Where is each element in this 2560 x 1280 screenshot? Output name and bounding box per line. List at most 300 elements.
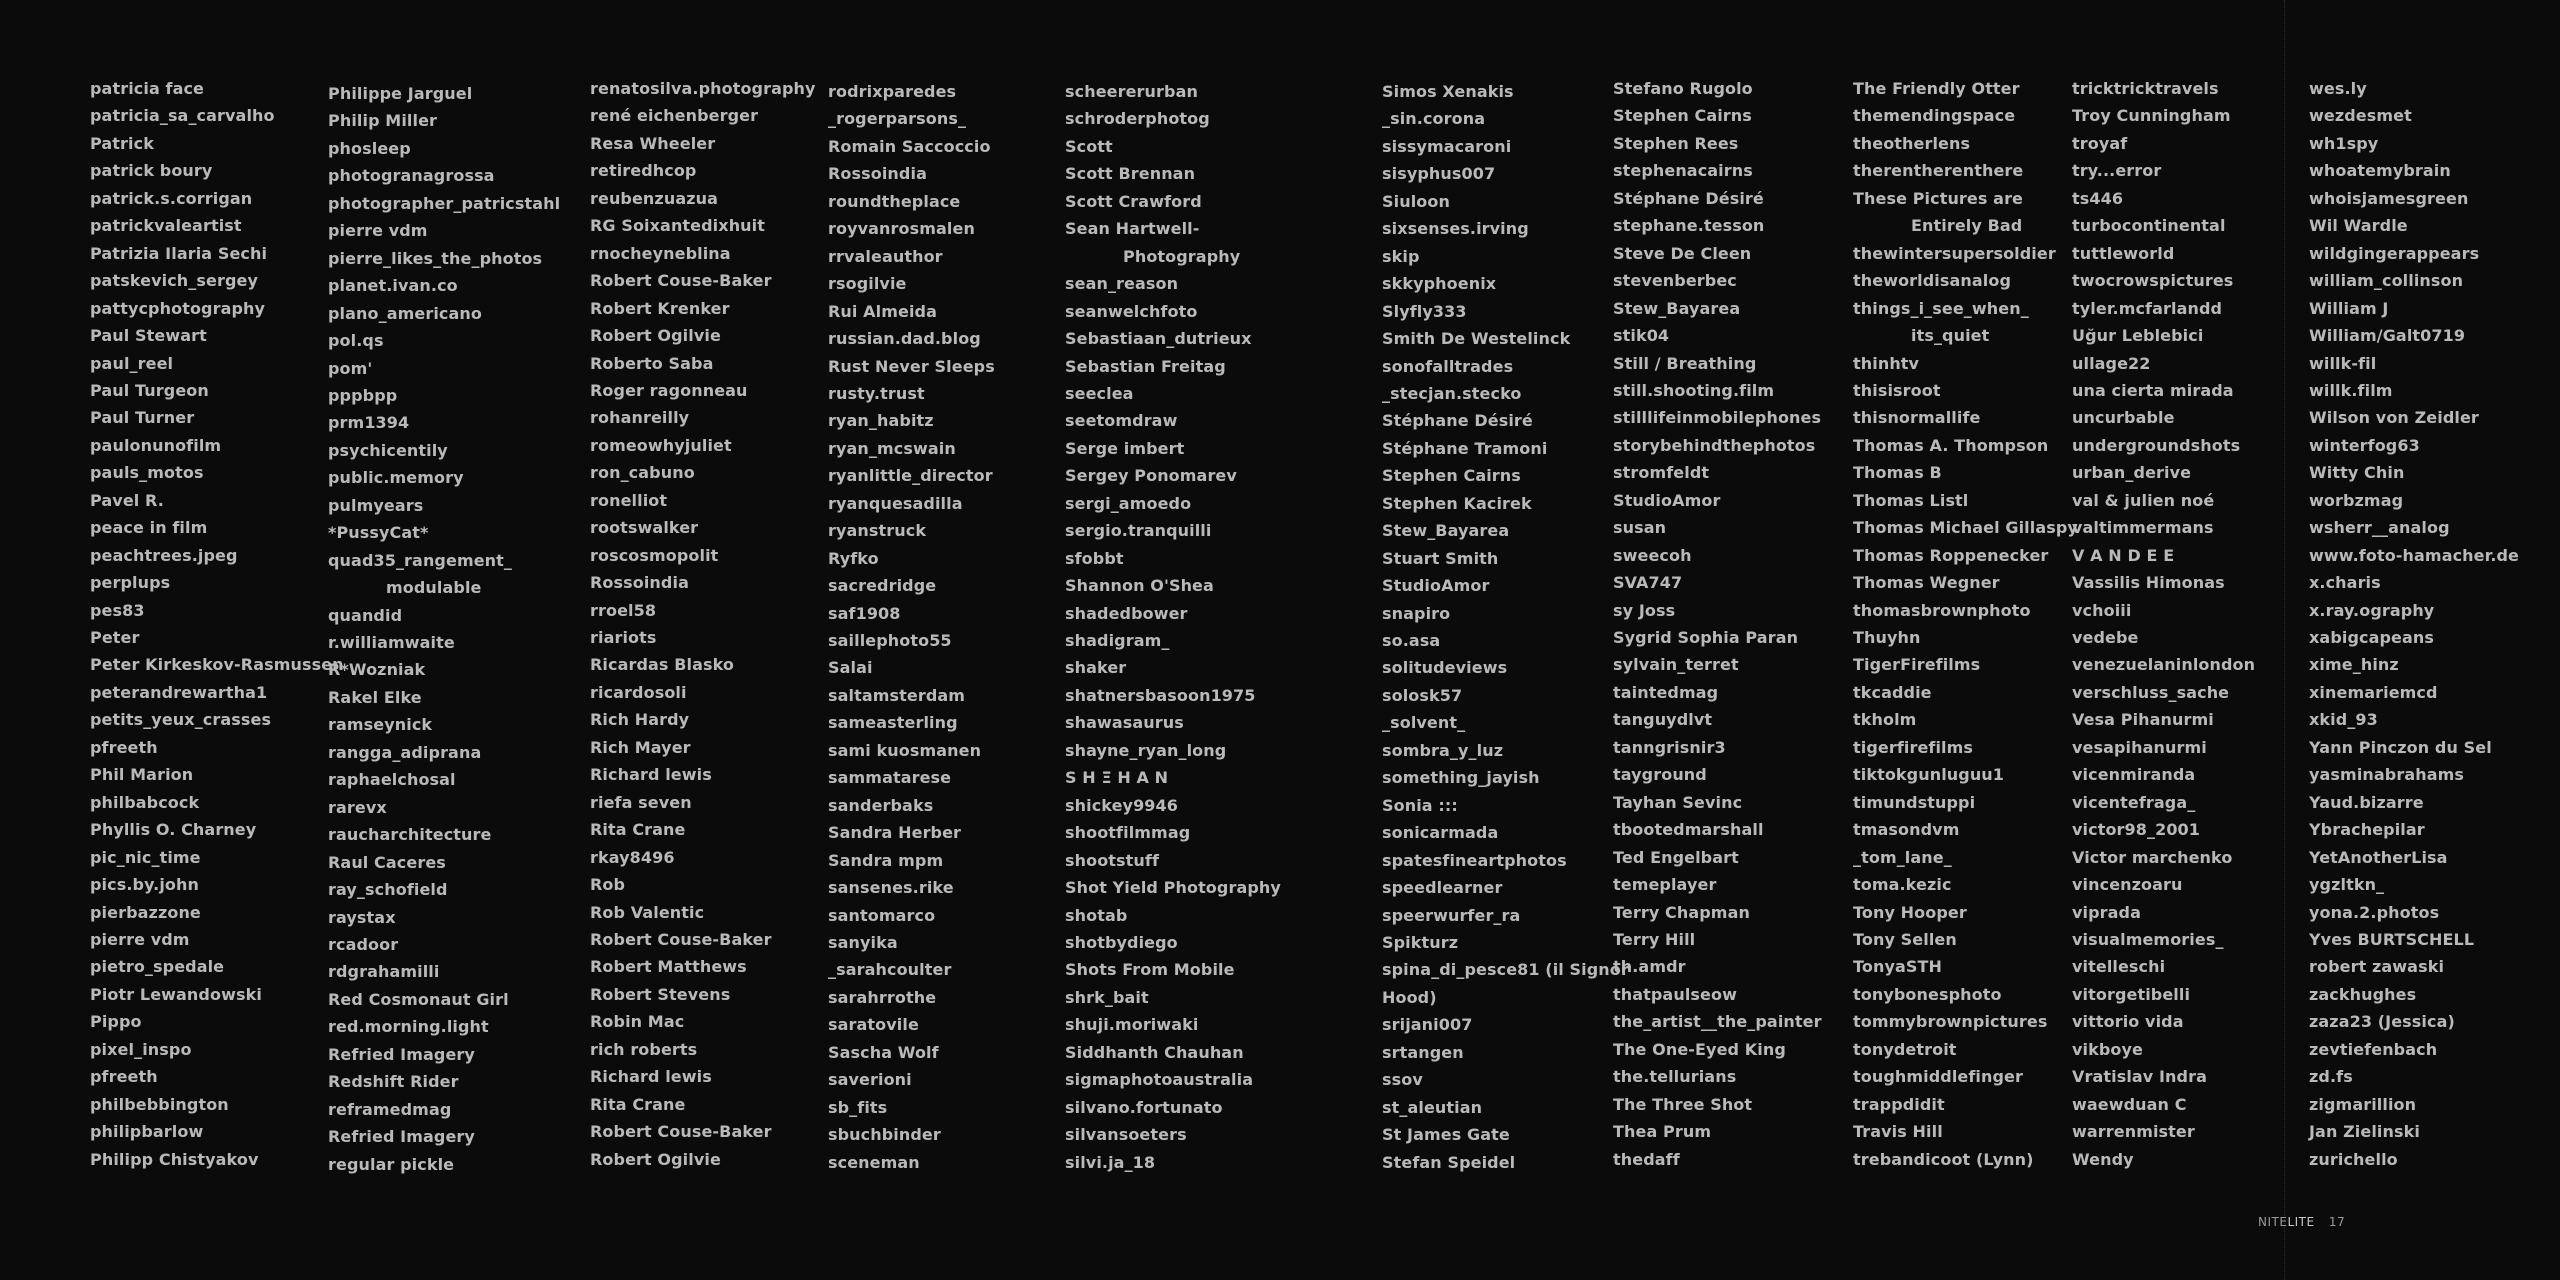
contributor-name: tonybonesphoto (1853, 985, 2002, 1004)
contributor-name: Stephen Cairns (1382, 466, 1521, 485)
contributor-name: zurichello (2309, 1150, 2398, 1169)
contributor-name: R*Wozniak (328, 660, 426, 679)
contributor-name: stephane.tesson (1613, 216, 1765, 235)
contributor-name: r.williamwaite (328, 633, 455, 652)
contributor-name: Stefan Speidel (1382, 1153, 1516, 1172)
contributor-name: Simos Xenakis (1382, 82, 1514, 101)
contributor-name: Rakel Elke (328, 688, 422, 707)
contributor-name: _solvent_ (1382, 713, 1466, 732)
contributor-name: sy Joss (1613, 601, 1676, 620)
contributor-name: worbzmag (2309, 491, 2404, 510)
contributor-name: Stefano Rugolo (1613, 79, 1753, 98)
contributor-name: timundstuppi (1853, 793, 1976, 812)
contributor-name: Roger ragonneau (590, 381, 748, 400)
contributor-name: william_collinson (2309, 271, 2464, 290)
contributor-name: vitelleschi (2072, 957, 2166, 976)
contributor-name: YetAnotherLisa (2309, 848, 2448, 867)
contributor-name: philbabcock (90, 793, 200, 812)
contributor-name: Romain Saccoccio (828, 137, 991, 156)
contributor-name: twocrowspictures (2072, 271, 2234, 290)
contributor-name: Rich Hardy (590, 710, 690, 729)
contributor-name: Robert Ogilvie (590, 326, 721, 345)
contributor-name: themendingspace (1853, 106, 2016, 125)
contributor-name: Terry Chapman (1613, 903, 1750, 922)
contributor-name: St James Gate (1382, 1125, 1510, 1144)
contributor-name: Paul Turgeon (90, 381, 209, 400)
contributor-name: sbuchbinder (828, 1125, 941, 1144)
contributor-name: Stéphane Tramoni (1382, 439, 1548, 458)
contributor-name: scheererurban (1065, 82, 1198, 101)
contributor-name: Thomas A. Thompson (1853, 436, 2049, 455)
contributor-name: vicentefraga_ (2072, 793, 2196, 812)
contributor-name: toma.kezic (1853, 875, 1952, 894)
contributor-name: ryanquesadilla (828, 494, 963, 513)
contributor-name: These Pictures are (1853, 189, 2024, 208)
contributor-name: Rust Never Sleeps (828, 357, 995, 376)
contributor-name: the_artist__the_painter (1613, 1012, 1822, 1031)
contributor-name: V A N D E E (2072, 546, 2175, 565)
contributor-name: Paul Turner (90, 408, 195, 427)
contributor-name: Robert Couse-Baker (590, 930, 772, 949)
contributor-name: Travis Hill (1853, 1122, 1943, 1141)
contributor-name: Siuloon (1382, 192, 1450, 211)
contributor-name: riefa seven (590, 793, 692, 812)
contributor-name: Sebastiaan_dutrieux (1065, 329, 1252, 348)
contributor-name: shootstuff (1065, 851, 1160, 870)
page-number: 17 (2328, 1215, 2346, 1229)
contributor-name: rootswalker (590, 518, 699, 537)
contributor-name: _tom_lane_ (1853, 848, 1952, 867)
contributor-name: Stew_Bayarea (1382, 521, 1510, 540)
contributor-name: Rita Crane (590, 1095, 686, 1114)
contributor-name: pes83 (90, 601, 145, 620)
contributor-name: Rita Crane (590, 820, 686, 839)
contributor-name: Sergey Ponomarev (1065, 466, 1237, 485)
contributor-name: patskevich_sergey (90, 271, 258, 290)
contributor-name: tiktokgunluguu1 (1853, 765, 2005, 784)
contributor-name: ronelliot (590, 491, 668, 510)
contributor-name: Rob Valentic (590, 903, 705, 922)
contributor-name: philipbarlow (90, 1122, 204, 1141)
contributor-name: verschluss_sache (2072, 683, 2230, 702)
contributor-name: sarahrrothe (828, 988, 937, 1007)
contributor-name: skkyphoenix (1382, 274, 1497, 293)
contributor-name: Wil Wardle (2309, 216, 2408, 235)
contributor-name: peterandrewartha1 (90, 683, 268, 702)
contributor-name: The One-Eyed King (1613, 1040, 1786, 1059)
contributor-name: Thomas B (1853, 463, 1942, 482)
contributor-name: seeclea (1065, 384, 1134, 403)
contributor-name: Raul Caceres (328, 853, 446, 872)
contributor-name: pierre vdm (328, 221, 428, 240)
contributor-name: Stéphane Désiré (1613, 189, 1764, 208)
contributor-name: una cierta mirada (2072, 381, 2234, 400)
contributor-name: sergi_amoedo (1065, 494, 1192, 513)
contributor-name: _sarahcoulter (828, 960, 952, 979)
contributor-name: Philipp Chistyakov (90, 1150, 259, 1169)
contributor-name: tanguydlvt (1613, 710, 1713, 729)
contributor-name: taintedmag (1613, 683, 1719, 702)
contributor-name: rkay8496 (590, 848, 675, 867)
contributor-name: Scott Crawford (1065, 192, 1202, 211)
contributor-name: TonyaSTH (1853, 957, 1943, 976)
contributor-name: raystax (328, 908, 396, 927)
contributor-name: Robert Krenker (590, 299, 730, 318)
contributor-name: theotherlens (1853, 134, 1971, 153)
contributor-name: robert zawaski (2309, 957, 2445, 976)
contributor-name: yona.2.photos (2309, 903, 2440, 922)
contributor-name: schroderphotog (1065, 109, 1210, 128)
contributor-name: sami kuosmanen (828, 741, 982, 760)
contributor-name: Patrizia Ilaria Sechi (90, 244, 268, 263)
contributor-name: snapiro (1382, 604, 1451, 623)
contributor-name: renatosilva.photography (590, 79, 816, 98)
contributor-name: Wendy (2072, 1150, 2134, 1169)
contributor-name: Resa Wheeler (590, 134, 716, 153)
contributor-name: pic_nic_time (90, 848, 201, 867)
contributor-name: ricardosoli (590, 683, 687, 702)
contributor-name: sisyphus007 (1382, 164, 1496, 183)
contributor-name: Yann Pinczon du Sel (2309, 738, 2492, 757)
contributor-name: riariots (590, 628, 657, 647)
contributor-name: Refried Imagery (328, 1045, 475, 1064)
contributor-name: Thomas Roppenecker (1853, 546, 2049, 565)
contributor-name: troyaf (2072, 134, 2128, 153)
contributor-name: Peter (90, 628, 140, 647)
contributor-name: wsherr__analog (2309, 518, 2450, 537)
contributor-name: ramseynick (328, 715, 433, 734)
contributor-name: Redshift Rider (328, 1072, 459, 1091)
contributor-name: xkid_93 (2309, 710, 2378, 729)
contributor-name: The Three Shot (1613, 1095, 1753, 1114)
contributor-name: srtangen (1382, 1043, 1464, 1062)
contributor-name: Steve De Cleen (1613, 244, 1752, 263)
contributor-name: saltamsterdam (828, 686, 966, 705)
contributor-name: patricia face (90, 79, 205, 98)
contributor-name: Ybrachepilar (2309, 820, 2425, 839)
contributor-name: Smith De Westelinck (1382, 329, 1571, 348)
contributor-name: philbebbington (90, 1095, 229, 1114)
contributor-name: Ted Engelbart (1613, 848, 1739, 867)
contributor-name: ray_schofield (328, 880, 448, 899)
contributor-name: saillephoto55 (828, 631, 952, 650)
contributor-name: silvano.fortunato (1065, 1098, 1223, 1117)
contributor-name: The Friendly Otter (1853, 79, 2020, 98)
contributor-name: tonydetroit (1853, 1040, 1957, 1059)
contributor-name: tigerfirefilms (1853, 738, 1974, 757)
contributor-name: Piotr Lewandowski (90, 985, 262, 1004)
contributor-name: thewintersupersoldier (1853, 244, 2056, 263)
contributor-name: solosk57 (1382, 686, 1463, 705)
contributor-name: Philip Miller (328, 111, 438, 130)
contributor-name: RG Soixantedixhuit (590, 216, 766, 235)
contributor-name: pierbazzone (90, 903, 201, 922)
contributor-name: Stew_Bayarea (1613, 299, 1741, 318)
contributor-name: Sean Hartwell- (1065, 219, 1200, 238)
contributor-name: wezdesmet (2309, 106, 2412, 125)
contributor-name: thisnormallife (1853, 408, 1981, 427)
contributor-name: Stephen Cairns (1613, 106, 1752, 125)
contributor-name: SVA747 (1613, 573, 1683, 592)
contributor-name: Witty Chin (2309, 463, 2405, 482)
contributor-name: saratovile (828, 1015, 919, 1034)
contributor-name: things_i_see_when_ (1853, 299, 2029, 318)
contributor-name: undergroundshots (2072, 436, 2241, 455)
contributor-name: Ricardas Blasko (590, 655, 735, 674)
contributor-name: Photography (1123, 247, 1241, 266)
contributor-name: x.ray.ography (2309, 601, 2435, 620)
contributor-name: patrick boury (90, 161, 213, 180)
contributor-name: Phil Marion (90, 765, 194, 784)
contributor-name: patrick.s.corrigan (90, 189, 253, 208)
contributor-name: wildgingerappears (2309, 244, 2480, 263)
contributor-name: zaza23 (Jessica) (2309, 1012, 2455, 1031)
contributor-name: sergio.tranquilli (1065, 521, 1212, 540)
contributor-name: William J (2309, 299, 2389, 318)
contributor-name: quad35_rangement_ (328, 551, 513, 570)
magazine-name-lite: LITE (2287, 1215, 2315, 1229)
contributor-name: yasminabrahams (2309, 765, 2465, 784)
contributor-name: silvi.ja_18 (1065, 1153, 1156, 1172)
contributor-name: ts446 (2072, 189, 2124, 208)
contributor-name: psychicentily (328, 441, 448, 460)
contributor-name: Paul Stewart (90, 326, 207, 345)
contributor-name: sansenes.rike (828, 878, 954, 897)
contributor-name: Rossoindia (828, 164, 927, 183)
contributor-name: _stecjan.stecko (1382, 384, 1522, 403)
contributor-name: saverioni (828, 1070, 912, 1089)
contributor-name: quandid (328, 606, 403, 625)
page-divider (2284, 0, 2285, 1280)
contributor-name: sixsenses.irving (1382, 219, 1529, 238)
contributor-name: rrvaleauthor (828, 247, 943, 266)
contributor-name: wh1spy (2309, 134, 2379, 153)
contributor-name: Wilson von Zeidler (2309, 408, 2479, 427)
contributor-name: Richard lewis (590, 1067, 712, 1086)
contributor-name: shotab (1065, 906, 1128, 925)
contributor-name: shootfilmmag (1065, 823, 1191, 842)
contributor-name: shayne_ryan_long (1065, 741, 1227, 760)
contributor-name: uncurbable (2072, 408, 2175, 427)
contributor-name: spina_di_pesce81 (il Signor (1382, 960, 1629, 979)
contributor-name: pierre_likes_the_photos (328, 249, 543, 268)
contributor-name: whoatemybrain (2309, 161, 2451, 180)
contributor-name: pom' (328, 359, 373, 378)
contributor-name: Sonia ::: (1382, 796, 1458, 815)
contributor-name: sfobbt (1065, 549, 1124, 568)
contributor-name: patrickvaleartist (90, 216, 242, 235)
contributor-name: shickey9946 (1065, 796, 1179, 815)
contributor-name: thedaff (1613, 1150, 1680, 1169)
contributor-name: StudioAmor (1382, 576, 1490, 595)
contributor-name: santomarco (828, 906, 936, 925)
contributor-name: tommybrownpictures (1853, 1012, 2048, 1031)
contributor-name: ryanstruck (828, 521, 927, 540)
contributor-name: sigmaphotoaustralia (1065, 1070, 1254, 1089)
contributor-name: sameasterling (828, 713, 958, 732)
magazine-name-nite: NITE (2258, 1215, 2288, 1229)
contributor-name: vesapihanurmi (2072, 738, 2207, 757)
contributor-name: Robert Stevens (590, 985, 731, 1004)
contributor-name: Robin Mac (590, 1012, 685, 1031)
contributor-name: Robert Couse-Baker (590, 271, 772, 290)
contributor-name: Vesa Pihanurmi (2072, 710, 2214, 729)
contributor-name: roscosmopolit (590, 546, 719, 565)
contributor-name: tricktricktravels (2072, 79, 2219, 98)
contributor-name: William/Galt0719 (2309, 326, 2466, 345)
contributor-name: sb_fits (828, 1098, 888, 1117)
contributor-name: planet.ivan.co (328, 276, 458, 295)
contributor-name: Red Cosmonaut Girl (328, 990, 509, 1009)
contributor-name: tayground (1613, 765, 1707, 784)
contributor-name: photographer_patricstahl (328, 194, 561, 213)
contributor-name: stromfeldt (1613, 463, 1710, 482)
contributor-name: regular pickle (328, 1155, 455, 1174)
contributor-name: Spikturz (1382, 933, 1459, 952)
contributor-name: ullage22 (2072, 354, 2151, 373)
contributor-name: ron_cabuno (590, 463, 695, 482)
contributor-name: its_quiet (1911, 326, 1990, 345)
contributor-name: romeowhyjuliet (590, 436, 732, 455)
contributor-name: willk-fil (2309, 354, 2377, 373)
contributor-name: rohanreilly (590, 408, 690, 427)
contributor-name: S H Ξ H A N (1065, 768, 1169, 787)
contributor-name: Thuyhn (1853, 628, 1921, 647)
contributor-name: pierre vdm (90, 930, 190, 949)
contributor-name: Stuart Smith (1382, 549, 1499, 568)
contributor-name: waewduan C (2072, 1095, 2187, 1114)
contributor-name: pietro_spedale (90, 957, 225, 976)
contributor-name: pixel_inspo (90, 1040, 192, 1059)
contributor-name: ryan_habitz (828, 411, 934, 430)
contributor-name: visualmemories_ (2072, 930, 2224, 949)
contributor-name: Shannon O'Shea (1065, 576, 1214, 595)
contributor-name: shaker (1065, 658, 1127, 677)
contributor-name: Jan Zielinski (2309, 1122, 2420, 1141)
contributor-name: royvanrosmalen (828, 219, 975, 238)
contributor-name: red.morning.light (328, 1017, 489, 1036)
contributor-name: rdgrahamilli (328, 962, 440, 981)
contributor-name: sonicarmada (1382, 823, 1499, 842)
contributor-name: thinhtv (1853, 354, 1920, 373)
contributor-name: Thomas Michael Gillaspy (1853, 518, 2078, 537)
contributor-name: tanngrisnir3 (1613, 738, 1726, 757)
contributor-name: Scott Brennan (1065, 164, 1196, 183)
contributor-name: the.tellurians (1613, 1067, 1737, 1086)
contributor-name: rnocheyneblina (590, 244, 731, 263)
contributor-name: shrk_bait (1065, 988, 1149, 1007)
contributor-name: sceneman (828, 1153, 920, 1172)
contributor-name: photogranagrossa (328, 166, 495, 185)
contributor-name: pulmyears (328, 496, 424, 515)
contributor-name: Victor marchenko (2072, 848, 2233, 867)
contributor-name: Tony Hooper (1853, 903, 1967, 922)
contributor-name: stik04 (1613, 326, 1670, 345)
contributor-name: russian.dad.blog (828, 329, 981, 348)
contributor-name: srijani007 (1382, 1015, 1473, 1034)
contributor-name: sanderbaks (828, 796, 934, 815)
contributor-name: Sandra mpm (828, 851, 944, 870)
contributor-name: saf1908 (828, 604, 901, 623)
contributor-name: victor98_2001 (2072, 820, 2201, 839)
contributor-name: rsogilvie (828, 274, 907, 293)
contributor-name: Scott (1065, 137, 1113, 156)
contributor-name: skip (1382, 247, 1420, 266)
contributor-name: Shots From Mobile (1065, 960, 1235, 979)
contributor-name: roundtheplace (828, 192, 961, 211)
contributor-name: Thomas Wegner (1853, 573, 2000, 592)
contributor-name: Uğur Leblebici (2072, 326, 2204, 345)
contributor-name: pauls_motos (90, 463, 204, 482)
contributor-name: Rich Mayer (590, 738, 691, 757)
contributor-name: Rob (590, 875, 626, 894)
contributor-name: st_aleutian (1382, 1098, 1483, 1117)
contributor-name: Philippe Jarguel (328, 84, 473, 103)
contributor-name: Robert Couse-Baker (590, 1122, 772, 1141)
contributor-name: trebandicoot (Lynn) (1853, 1150, 2034, 1169)
contributor-name: sonofalltrades (1382, 357, 1514, 376)
contributor-name: pattycphotography (90, 299, 266, 318)
contributor-name: shadedbower (1065, 604, 1188, 623)
contributor-name: Stephen Kacirek (1382, 494, 1532, 513)
contributor-name: thisisroot (1853, 381, 1941, 400)
contributor-name: *PussyCat* (328, 523, 429, 542)
contributor-name: stevenberbec (1613, 271, 1737, 290)
contributor-name: willk.film (2309, 381, 2393, 400)
contributor-name: modulable (386, 578, 482, 597)
contributor-name: tuttleworld (2072, 244, 2175, 263)
contributor-name: vikboye (2072, 1040, 2143, 1059)
contributor-name: turbocontinental (2072, 216, 2226, 235)
contributor-name: pfreeth (90, 1067, 158, 1086)
contributor-name: paulonunofilm (90, 436, 222, 455)
contributor-name: sacredridge (828, 576, 937, 595)
contributor-name: toughmiddlefinger (1853, 1067, 2024, 1086)
contributor-name: sissymacaroni (1382, 137, 1512, 156)
contributor-name: something_jayish (1382, 768, 1540, 787)
contributor-name: reframedmag (328, 1100, 452, 1119)
contributor-name: speerwurfer_ra (1382, 906, 1521, 925)
contributor-name: Hood) (1382, 988, 1437, 1007)
contributor-name: sylvain_terret (1613, 655, 1739, 674)
contributor-name: Rui Almeida (828, 302, 937, 321)
contributor-name: perplups (90, 573, 171, 592)
contributor-name: stilllifeinmobilephones (1613, 408, 1822, 427)
contributor-name: phosleep (328, 139, 411, 158)
contributor-name: therentherenthere (1853, 161, 2024, 180)
contributor-name: rodrixparedes (828, 82, 957, 101)
contributor-name: patricia_sa_carvalho (90, 106, 275, 125)
contributor-name: sanyika (828, 933, 898, 952)
contributor-name: Sandra Herber (828, 823, 962, 842)
contributor-name: Rossoindia (590, 573, 689, 592)
contributor-name: peachtrees.jpeg (90, 546, 238, 565)
contributor-name: Thea Prum (1613, 1122, 1712, 1141)
contributor-name: Tayhan Sevinc (1613, 793, 1743, 812)
contributor-name: solitudeviews (1382, 658, 1508, 677)
contributor-name: zackhughes (2309, 985, 2417, 1004)
contributor-name: Robert Matthews (590, 957, 747, 976)
contributor-name: Pippo (90, 1012, 142, 1031)
contributor-name: Yves BURTSCHELL (2309, 930, 2475, 949)
contributor-name: warrenmister (2072, 1122, 2195, 1141)
contributor-name: Vassilis Himonas (2072, 573, 2225, 592)
contributor-name: Siddhanth Chauhan (1065, 1043, 1244, 1062)
contributor-name: whoisjamesgreen (2309, 189, 2469, 208)
contributor-name: Phyllis O. Charney (90, 820, 257, 839)
contributor-name: Salai (828, 658, 873, 677)
contributor-name: vedebe (2072, 628, 2139, 647)
